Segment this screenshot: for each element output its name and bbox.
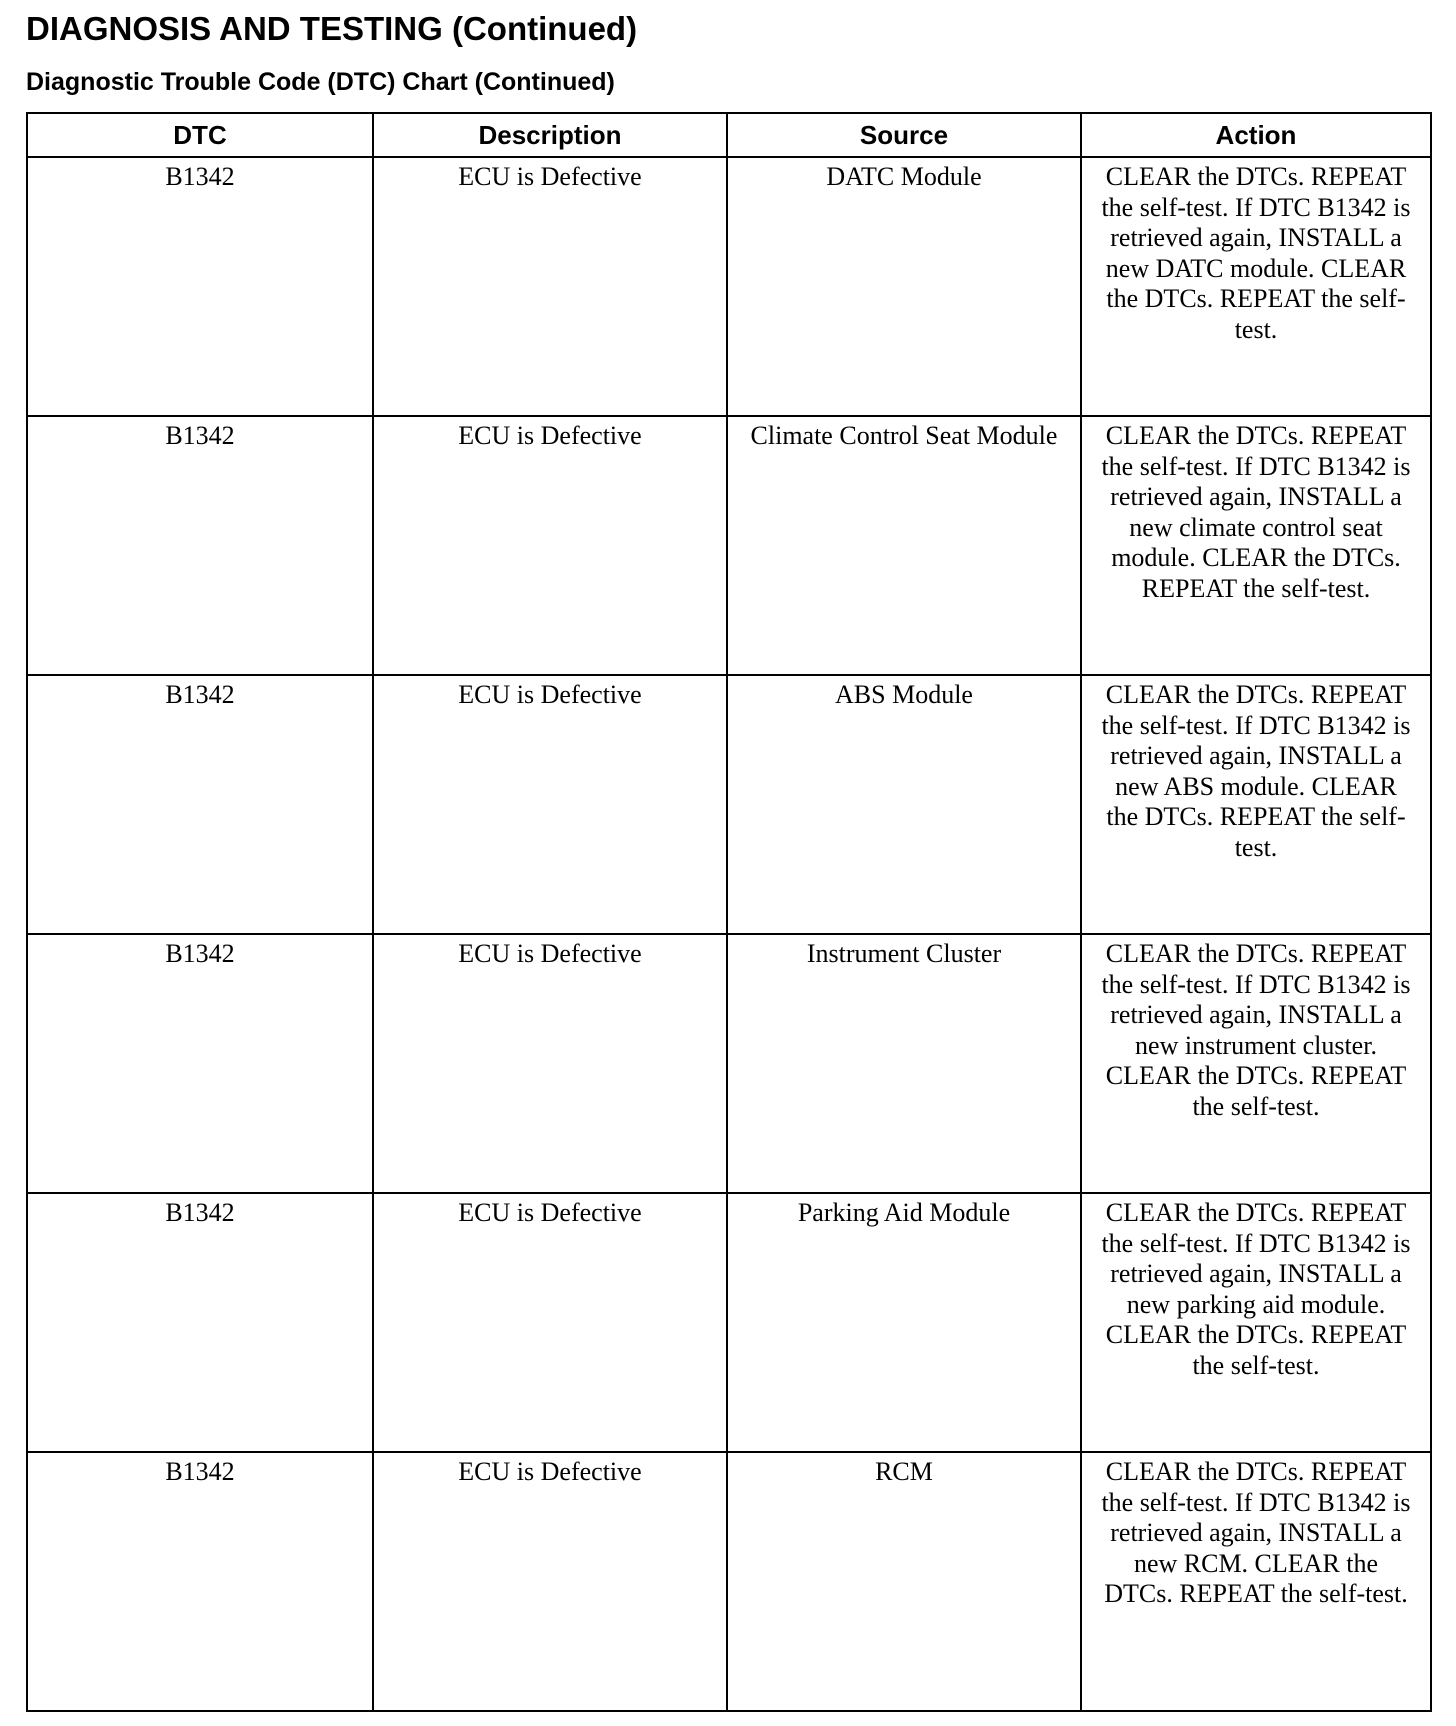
action-cell [1081, 1193, 1431, 1452]
source-cell: Parking Aid Module [727, 1193, 1081, 1452]
dtc-cell: B1342 [27, 934, 373, 1193]
table-row [27, 1452, 1431, 1711]
action-cell [1081, 157, 1431, 416]
source-cell: Instrument Cluster [727, 934, 1081, 1193]
table-row [27, 157, 1431, 416]
action-text: CLEAR the DTCs. REPEAT the self-test. If DTC B1342 is retrieved again, INSTALL a new instrument cluster. CLEAR the DTCs. REPEAT the self-test. [1101, 939, 1411, 1121]
description-cell: ECU is Defective [373, 416, 727, 675]
action-text: CLEAR the DTCs. REPEAT the self-test. If DTC B1342 is retrieved again, INSTALL a new climate control seat module. CLEAR the DTCs. REPEAT the self-test. [1101, 421, 1411, 603]
dtc-table [26, 112, 1432, 1712]
table-row [27, 1193, 1431, 1452]
description-cell: ECU is Defective [373, 157, 727, 416]
description-cell: ECU is Defective [373, 1452, 727, 1711]
table-row [27, 934, 1431, 1193]
dtc-cell: B1342 [27, 675, 373, 934]
column-header-action: Action [1081, 113, 1431, 157]
description-cell: ECU is Defective [373, 934, 727, 1193]
table-header-row [27, 113, 1431, 157]
source-cell: Climate Control Seat Module [727, 416, 1081, 675]
action-text: CLEAR the DTCs. REPEAT the self-test. If DTC B1342 is retrieved again, INSTALL a new RCM. CLEAR the DTCs. REPEAT the self-test. [1101, 1457, 1411, 1608]
action-text: CLEAR the DTCs. REPEAT the self-test. If DTC B1342 is retrieved again, INSTALL a new ABS module. CLEAR the DTCs. REPEAT the self-test. [1101, 680, 1411, 862]
action-cell [1081, 1452, 1431, 1711]
table-row [27, 416, 1431, 675]
dtc-cell: B1342 [27, 1452, 373, 1711]
action-text: CLEAR the DTCs. REPEAT the self-test. If DTC B1342 is retrieved again, INSTALL a new DATC module. CLEAR the DTCs. REPEAT the self-test. [1101, 162, 1411, 344]
column-header-description: Description [373, 113, 727, 157]
description-cell: ECU is Defective [373, 675, 727, 934]
action-text: CLEAR the DTCs. REPEAT the self-test. If DTC B1342 is retrieved again, INSTALL a new parking aid module. CLEAR the DTCs. REPEAT the self-test. [1101, 1198, 1411, 1380]
column-header-source: Source [727, 113, 1081, 157]
dtc-cell: B1342 [27, 1193, 373, 1452]
source-cell: DATC Module [727, 157, 1081, 416]
source-cell: RCM [727, 1452, 1081, 1711]
action-cell [1081, 675, 1431, 934]
source-cell: ABS Module [727, 675, 1081, 934]
section-title: DIAGNOSIS AND TESTING (Continued) [26, 10, 638, 47]
description-cell: ECU is Defective [373, 1193, 727, 1452]
action-cell [1081, 934, 1431, 1193]
dtc-cell: B1342 [27, 157, 373, 416]
column-header-dtc: DTC [27, 113, 373, 157]
table-row [27, 675, 1431, 934]
chart-title: Diagnostic Trouble Code (DTC) Chart (Continued) [26, 68, 615, 96]
dtc-cell: B1342 [27, 416, 373, 675]
action-cell [1081, 416, 1431, 675]
